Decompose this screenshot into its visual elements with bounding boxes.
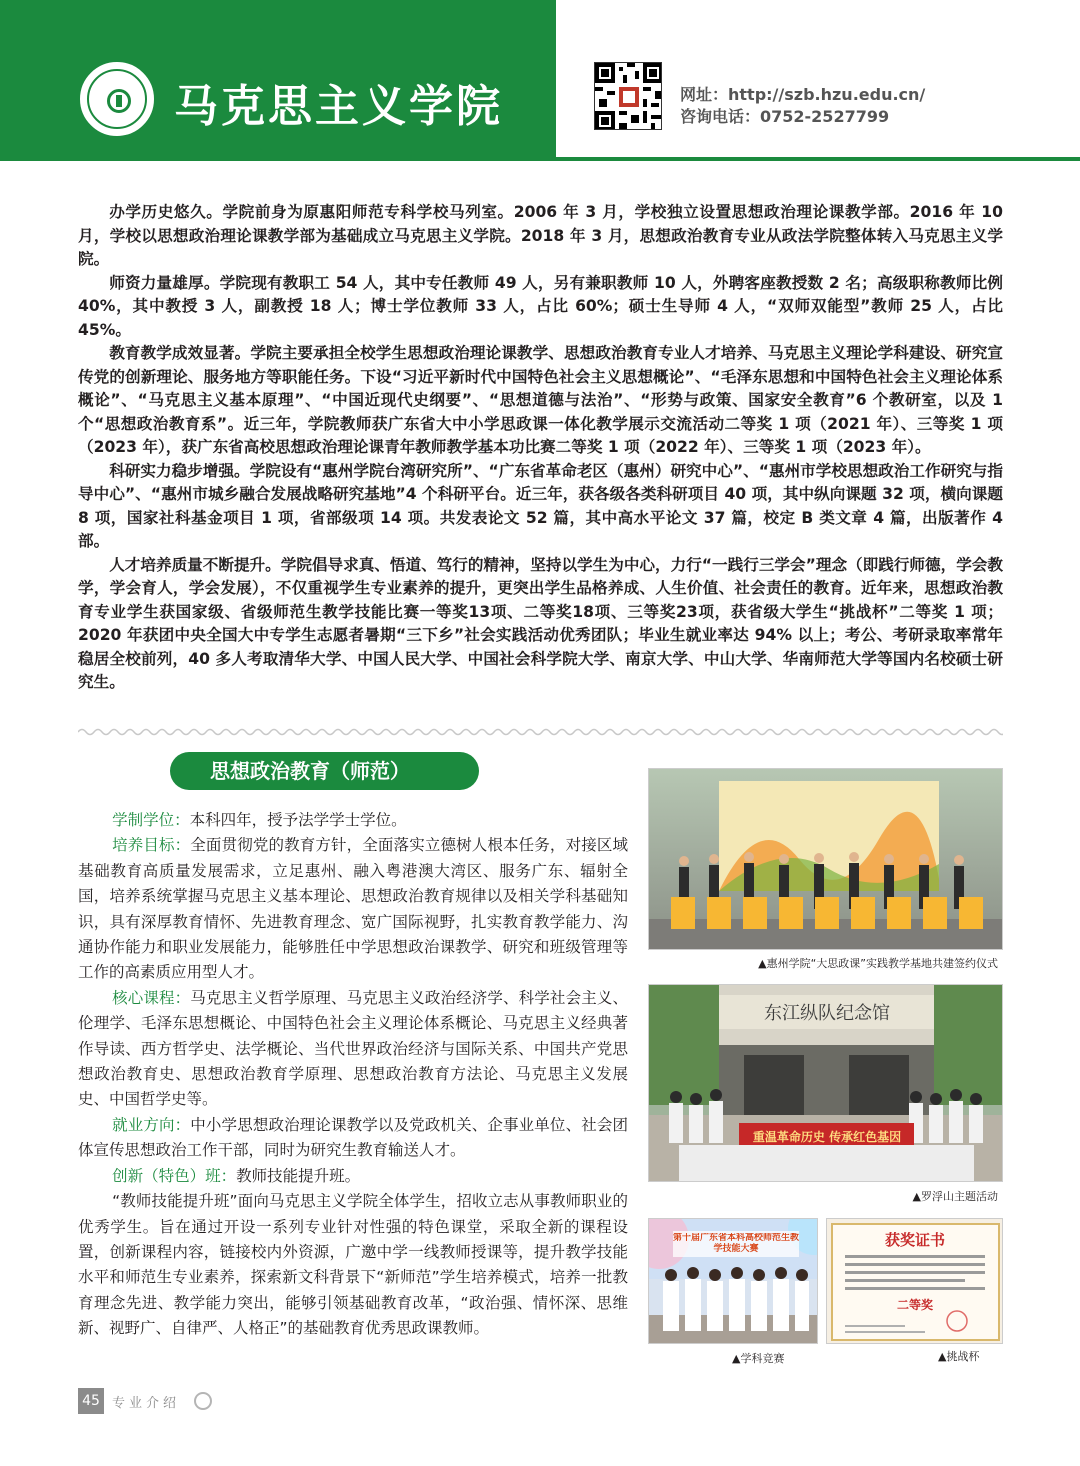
caption-challenge-cup: ▲挑战杯	[938, 1350, 980, 1363]
website-text: 网址：http://szb.hzu.edu.cn/	[680, 85, 926, 104]
duration-label: 学制学位：	[112, 811, 190, 829]
special-class-description: “教师技能提升班”面向马克思主义学院全体学生，招收立志从事教师职业的优秀学生。旨在通过开设一系列专业针对性强的特色课堂，采取全新的课程设置，创新课程内容，链接校内外资源，广邀中学一线教师授课等，提升教学技能水平和师范生专业素养，探索新文科背景下“新师范”学生培养模式，培养一批教育理念先进、教学能力突出，能够引领基础教育改革，“政治强、情怀深、思维新、视野广、自律严、人格正”的基础教育优秀思政课教师。	[78, 1192, 628, 1338]
major-title-tab: 思想政治教育（师范）	[170, 752, 479, 790]
certificate-prize: 二等奖	[896, 1298, 934, 1312]
memorial-sign: 东江纵队纪念馆	[764, 1003, 890, 1024]
intro-paragraph-history: 办学历史悠久。学院前身为原惠阳师范专科学校马列室。2006 年 3 月，学校独立设置思想政治理论课教学部。2016 年 10 月，学校以思想政治理论课教学部为基础成立马克思主义学院。2018 年 3 月，思想政治教育专业从政法学院整体转入马克思主义学院。	[78, 203, 1003, 268]
special-class-label: 创新（特色）班：	[112, 1166, 237, 1185]
caption-signing-ceremony: ▲惠州学院“大思政课”实践教学基地共建签约仪式	[758, 957, 998, 970]
photo-signing-ceremony	[648, 768, 1003, 950]
photo-luofu-mountain-activity	[648, 984, 1003, 1182]
college-title: 马克思主义学院	[174, 81, 503, 132]
university-logo	[80, 62, 154, 136]
intro-paragraph-research: 科研实力稳步增强。学院设有“惠州学院台湾研究所”、“广东省革命老区（惠州）研究中心”、“惠州市学校思想政治工作研究与指导中心”、“惠州市城乡融合发展战略研究基地”4 个科研平台。近三年，获各级各类科研项目 40 项，其中纵向课题 32 项，横向课题 8 项，国家社科基金项目 1 项，省部级项 14 项。共发表论文 52 篇，其中高水平论文 37 篇，校定 B 类文章 4 篇，出版著作 4 部。	[78, 461, 1003, 550]
contact-info	[680, 84, 925, 128]
activity-banner: 重温革命历史 传承红色基因	[752, 1130, 902, 1144]
footer-section-label: 专业介绍	[112, 1396, 181, 1411]
intro-paragraph-talent: 人才培养质量不断提升。学院倡导求真、悟道、笃行的精神，坚持以学生为中心，力行“一践行三学会”理念（即践行师德，学会教学，学会育人，学会发展），不仅重视学生专业素养的提升，更突出学生品格养成、人生价值、社会责任的教育。近年来，思想政治教育专业学生获国家级、省级师范生教学技能比赛一等奖13项、二等奖18项、三等奖23项，获省级大学生“挑战杯”二等奖 1 项；2020 年获团中央全国大中专学生志愿者暑期“三下乡”社会实践活动优秀团队；毕业生就业率达 94% 以上；考公、考研录取率常年稳居全校前列，40 多人考取清华大学、中国人民大学、中国社会科学院大学、南京大学、中山大学、华南师范大学等国内名校硕士研究生。	[78, 555, 1003, 691]
competition-banner: 第十届广东省本科高校师范生教学技能大赛	[673, 1233, 799, 1254]
photo-challenge-cup-certificate	[826, 1218, 1003, 1344]
career-label: 就业方向：	[112, 1115, 191, 1134]
certificate-title: 获奖证书	[884, 1231, 946, 1249]
career-text: 中小学思想政治理论课教学以及党政机关、企事业单位、社会团体宣传思想政治工作干部，同时为研究生教育输送人才。	[78, 1115, 628, 1160]
courses-row	[78, 986, 628, 1113]
footer-decoration-icon	[194, 1392, 212, 1410]
caption-subject-competition: ▲学科竞赛	[732, 1352, 785, 1365]
wavy-divider	[78, 726, 1003, 738]
special-class-row	[78, 1164, 628, 1189]
header-divider	[0, 157, 1080, 161]
intro-paragraph-faculty: 师资力量雄厚。学院现有教职工 54 人，其中专任教师 49 人，另有兼职教师 10 人，外聘客座教授数 2 名；高级职称教师比例 40%，其中教授 3 人，副教授 18 人；博士学位教师 33 人，占比 60%；硕士生导师 4 人，“双师双能型”教师 25 人，占比 45%。	[78, 273, 1003, 339]
courses-text: 马克思主义哲学原理、马克思主义政治经济学、科学社会主义、伦理学、毛泽东思想概论、中国特色社会主义理论体系概论、马克思主义经典著作导读、西方哲学史、法学概论、当代世界政治经济与国际关系、中国共产党思想政治教育史、思想政治教育学原理、思想政治教育方法论、马克思主义发展史、中国哲学史等。	[78, 988, 628, 1109]
courses-label: 核心课程：	[112, 988, 191, 1007]
intro-text	[78, 201, 1003, 695]
goal-row	[78, 833, 628, 985]
duration-text: 本科四年，授予法学学士学位。	[189, 811, 407, 829]
career-row	[78, 1113, 628, 1164]
goal-label: 培养目标：	[112, 836, 191, 855]
page-number: 45	[78, 1388, 104, 1414]
major-details	[78, 808, 628, 1342]
caption-luofu-mountain: ▲罗浮山主题活动	[912, 1190, 998, 1203]
intro-paragraph-teaching: 教育教学成效显著。学院主要承担全校学生思想政治理论课教学、思想政治教育专业人才培养、马克思主义理论学科建设、研究宣传党的创新理论、服务地方等职能任务。下设“习近平新时代中国特色社会主义思想概论”、“毛泽东思想和中国特色社会主义理论体系概论”、“马克思主义基本原理”、“中国近现代史纲要”、“思想道德与法治”、“形势与政策、国家安全教育”6 个教研室，以及 1 个“思想政治教育系”。近三年，学院教师获广东省大中小学思政课一体化教学展示交流活动二等奖 1 项（2021 年）、三等奖 1 项（2023 年），获广东省高校思想政治理论课青年教师教学基本功比赛二等奖 1 项（2022 年）、三等奖 1 项（2023 年）。	[78, 344, 1003, 456]
goal-text: 全面贯彻党的教育方针，全面落实立德树人根本任务，对接区域基础教育高质量发展需求，立足惠州、融入粤港澳大湾区、服务广东、辐射全国，培养系统掌握马克思主义基本理论、思想政治教育规律以及相关学科基础知识，具有深厚教育情怀、先进教育理念、宽广国际视野，扎实教育教学能力、沟通协作能力和职业发展能力，能够胜任中学思想政治课教学、研究和班级管理等工作的高素质应用型人才。	[78, 836, 628, 982]
special-class-text: 教师技能提升班。	[236, 1166, 361, 1185]
duration-row	[78, 808, 628, 833]
page-header	[0, 0, 1080, 162]
photo-subject-competition	[648, 1218, 818, 1344]
qr-code	[594, 62, 662, 130]
phone-text: 咨询电话：0752-2527799	[680, 107, 890, 126]
